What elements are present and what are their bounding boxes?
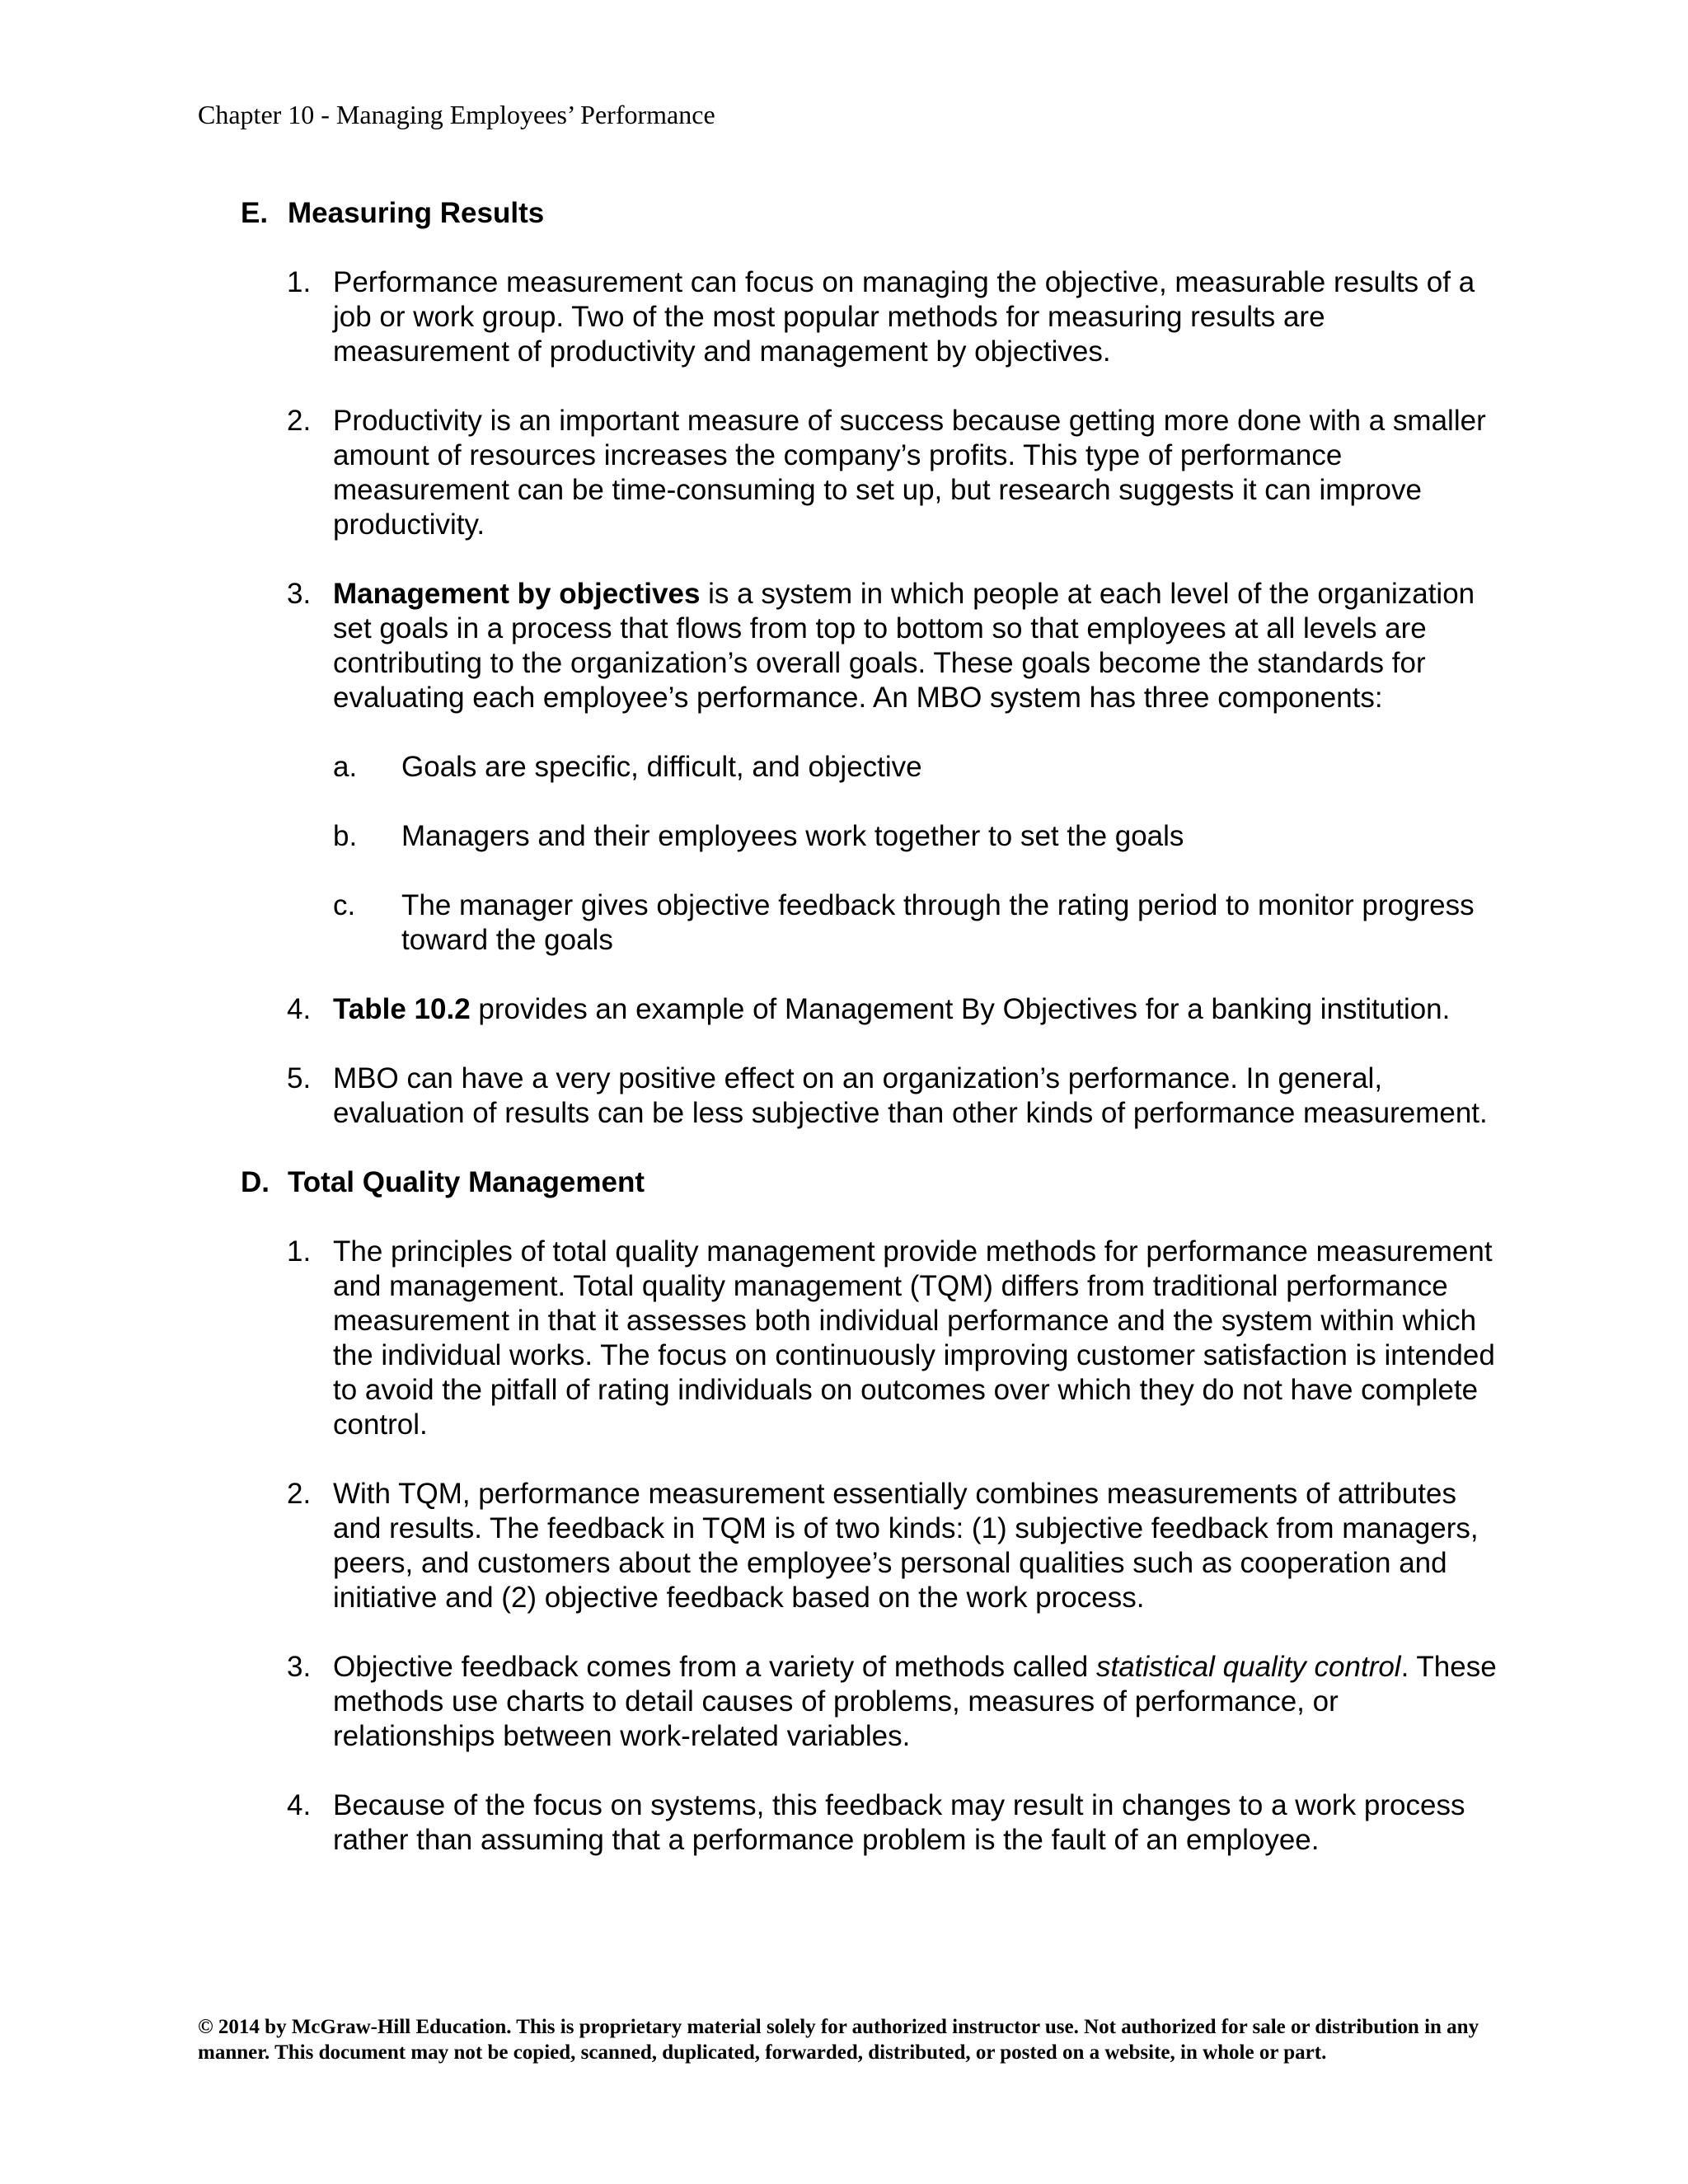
list-item xyxy=(241,577,1507,715)
bold-term: Table 10.2 xyxy=(333,993,471,1025)
section-heading xyxy=(241,196,1507,231)
sub-list-item xyxy=(241,750,1507,785)
item-number: 1. xyxy=(287,1235,312,1268)
item-number: 2. xyxy=(287,1478,312,1510)
list-item xyxy=(241,265,1507,369)
item-text: With TQM, performance measurement essentially combines measurements of attributes and results. The feedback in TQM is of two kinds: (1) subjective feedback from managers, peers, and customers about the employee’s personal qualities such as cooperation and initiative and (2) objective feedback based on the work process. xyxy=(333,1478,1479,1614)
section-measuring-results xyxy=(241,196,1507,1131)
italic-term: statistical quality control xyxy=(1095,1651,1401,1683)
document-body xyxy=(241,196,1507,1858)
item-text xyxy=(333,992,1507,1027)
item-number: 4. xyxy=(287,993,312,1025)
sub-item-letter: a. xyxy=(333,751,358,783)
item-number: 3. xyxy=(287,1651,312,1683)
section-total-quality-management xyxy=(241,1165,1507,1858)
section-title: Total Quality Management xyxy=(288,1166,645,1198)
sub-item-letter: b. xyxy=(333,820,358,852)
item-text: MBO can have a very positive effect on an organization’s performance. In general, evaluation of results can be less subjective than other kinds of performance measurement. xyxy=(333,1062,1488,1129)
section-letter: D. xyxy=(241,1166,270,1198)
item-number: 1. xyxy=(287,266,312,298)
list-item xyxy=(241,1235,1507,1442)
item-text xyxy=(333,1650,1507,1754)
item-text: Because of the focus on systems, this feedback may result in changes to a work process rather than assuming that a performance problem is the fault of an employee. xyxy=(333,1789,1465,1856)
page-header: Chapter 10 - Managing Employees’ Performance xyxy=(198,100,715,129)
item-text xyxy=(333,577,1507,715)
bold-term: Management by objectives xyxy=(333,578,701,610)
sub-item-text: The manager gives objective feedback through the rating period to monitor progress toward the goals xyxy=(401,889,1475,956)
item-text-rest: provides an example of Management By Objectives for a banking institution. xyxy=(470,993,1451,1025)
section-letter: E. xyxy=(241,197,269,229)
copyright-footer: © 2014 by McGraw-Hill Education. This is proprietary material solely for authorized instructor use. Not authorized for sale or distribution in any manner. This document may not be copied, scanned, duplicated, forwarded, distributed, or posted on a website, in whole or part. xyxy=(198,2016,1479,2064)
list-item xyxy=(241,404,1507,542)
list-item xyxy=(241,992,1507,1027)
list-item xyxy=(241,1062,1507,1131)
sub-item-letter: c. xyxy=(333,889,356,921)
list-item xyxy=(241,1788,1507,1858)
item-text: Performance measurement can focus on managing the objective, measurable results of a job or work group. Two of the most popular methods for measuring results are measurement of productivity and management by objectives. xyxy=(333,266,1475,368)
item-number: 4. xyxy=(287,1789,312,1821)
item-text-after: . These methods use charts to detail causes of problems, measures of performance, or relationships between work-related variables. xyxy=(333,1651,1497,1752)
sub-list-item xyxy=(241,819,1507,854)
item-number: 5. xyxy=(287,1062,312,1094)
item-text: The principles of total quality management provide methods for performance measurement and management. Total quality management (TQM) differs from traditional performance measurement in that it assesses both individual performance and the system within which the individual works. The focus on continuously improving customer satisfaction is intended to avoid the pitfall of rating individuals on outcomes over which they do not have complete control. xyxy=(333,1235,1495,1441)
item-text: Productivity is an important measure of success because getting more done with a smaller amount of resources increases the company’s profits. This type of performance measurement can be time-consuming to set up, but research suggests it can improve productivity. xyxy=(333,405,1486,541)
item-number: 2. xyxy=(287,405,312,437)
item-text-before: Objective feedback comes from a variety of methods called xyxy=(333,1651,1096,1683)
sub-item-text: Managers and their employees work together to set the goals xyxy=(401,820,1184,852)
item-text-rest: is a system in which people at each level of the organization set goals in a process that flows from top to bottom so that employees at all levels are contributing to the organization’s overall goals. These goals become the standards for evaluating each employee’s performance. An MBO system has three components: xyxy=(333,578,1475,714)
section-title: Measuring Results xyxy=(288,197,545,229)
list-item xyxy=(241,1650,1507,1754)
list-item xyxy=(241,1477,1507,1615)
section-heading xyxy=(241,1165,1507,1200)
sub-item-text: Goals are specific, difficult, and objective xyxy=(401,751,922,783)
item-number: 3. xyxy=(287,578,312,610)
sub-list-item xyxy=(241,888,1507,958)
